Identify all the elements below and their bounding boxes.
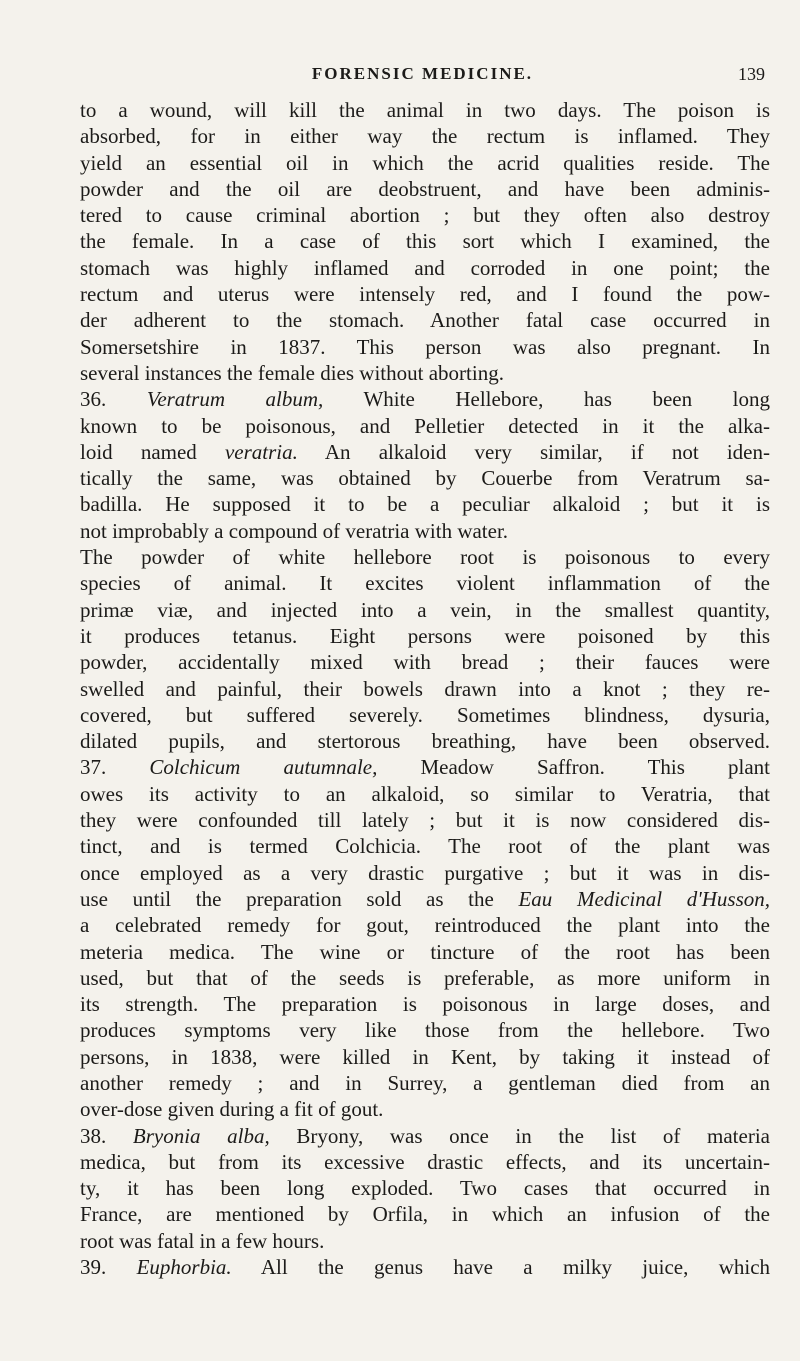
text-line: [80, 255, 770, 281]
text-line: [80, 781, 770, 807]
line-text: White Hellebore, has been long: [323, 387, 771, 412]
italic-term: Bryonia alba,: [132, 1123, 270, 1148]
italic-term: veratria.: [224, 439, 298, 464]
text-line: [80, 202, 770, 228]
running-head: [80, 64, 765, 90]
line-text: over-dose given during a fit of gout.: [80, 1097, 384, 1122]
line-prefix: use until the preparation sold as the: [80, 886, 519, 911]
line-text: rectum and uterus were intensely red, and I found the pow-: [80, 282, 770, 307]
line-prefix: 38.: [80, 1123, 133, 1148]
text-line: [80, 623, 770, 649]
text-line: [80, 649, 770, 675]
text-line: [80, 1070, 770, 1096]
text-line: [80, 676, 770, 702]
line-text: der adherent to the stomach. Another fatal case occurred in: [80, 308, 770, 333]
line-text: produces symptoms very like those from the hellebore. Two: [80, 1018, 770, 1043]
text-line: [80, 1123, 770, 1149]
line-text: France, are mentioned by Orfila, in which an infusion of the: [80, 1202, 770, 1227]
line-text: powder and the oil are deobstruent, and have been adminis-: [80, 176, 770, 201]
line-text: Meadow Saffron. This plant: [377, 755, 771, 780]
line-text: to a wound, will kill the animal in two days. The poison is: [80, 98, 770, 122]
line-text: its strength. The preparation is poisonous in large doses, and: [80, 992, 770, 1017]
running-title: FORENSIC MEDICINE.: [311, 64, 534, 83]
text-line: [80, 1044, 770, 1070]
text-line: [80, 754, 770, 780]
page-number: 139: [738, 64, 765, 84]
text-line: [80, 123, 770, 149]
line-text: Bryony, was once in the list of materia: [269, 1123, 770, 1148]
text-line: [80, 307, 770, 333]
line-text: stomach was highly inflamed and corroded in one point; the: [80, 255, 770, 280]
line-text: used, but that of the seeds is preferable, as more uniform in: [80, 965, 770, 990]
italic-term: Eau Medicinal d'Husson,: [518, 886, 771, 911]
text-line: [80, 334, 770, 360]
line-text: swelled and painful, their bowels drawn into a knot ; they re-: [80, 676, 770, 701]
text-line: [80, 833, 770, 859]
text-line: [80, 807, 770, 833]
text-line: [80, 360, 770, 386]
text-line: [80, 912, 770, 938]
text-line: [80, 1149, 770, 1175]
line-text: badilla. He supposed it to be a peculiar alkaloid ; but it is: [80, 492, 770, 517]
body-text: [80, 97, 770, 1280]
text-line: [80, 413, 770, 439]
text-line: [80, 1096, 770, 1122]
text-line: [80, 386, 770, 412]
italic-term: Euphorbia.: [136, 1255, 232, 1280]
line-prefix: 36.: [80, 387, 147, 412]
line-text: root was fatal in a few hours.: [80, 1228, 325, 1253]
italic-term: Colchicum autumnale,: [149, 755, 378, 780]
line-text: powder, accidentally mixed with bread ; their fauces were: [80, 650, 770, 675]
text-line: [80, 886, 770, 912]
text-line: [80, 702, 770, 728]
text-line: [80, 1254, 770, 1280]
line-prefix: loid named: [80, 439, 225, 464]
line-text: tered to cause criminal abortion ; but they often also destroy: [80, 203, 770, 228]
text-line: [80, 597, 770, 623]
text-line: [80, 1201, 770, 1227]
text-line: [80, 965, 770, 991]
line-text: meteria medica. The wine or tincture of the root has been: [80, 939, 770, 964]
line-text: primæ viæ, and injected into a vein, in the smallest quantity,: [80, 597, 770, 622]
line-prefix: 37.: [80, 755, 150, 780]
line-text: owes its activity to an alkaloid, so similar to Veratria, that: [80, 781, 770, 806]
line-text: ty, it has been long exploded. Two cases that occurred in: [80, 1176, 770, 1201]
text-line: [80, 939, 770, 965]
line-text: a celebrated remedy for gout, reintroduced the plant into the: [80, 913, 770, 938]
text-line: [80, 544, 770, 570]
line-text: covered, but suffered severely. Sometimes blindness, dysuria,: [80, 702, 770, 727]
line-text: An alkaloid very similar, if not iden-: [297, 439, 770, 464]
text-line: [80, 491, 770, 517]
text-line: [80, 860, 770, 886]
line-text: another remedy ; and in Surrey, a gentleman died from an: [80, 1070, 770, 1095]
text-line: [80, 991, 770, 1017]
text-line: [80, 518, 770, 544]
line-text: persons, in 1838, were killed in Kent, by taking it instead of: [80, 1044, 770, 1069]
line-text: not improbably a compound of veratria with water.: [80, 518, 509, 543]
text-line: [80, 228, 770, 254]
text-line: [80, 176, 770, 202]
text-line: [80, 465, 770, 491]
line-text: The powder of white hellebore root is poisonous to every: [80, 545, 770, 570]
text-line: [80, 1228, 770, 1254]
line-text: several instances the female dies without aborting.: [80, 360, 504, 385]
text-line: [80, 1017, 770, 1043]
line-text: they were confounded till lately ; but it is now considered dis-: [80, 808, 770, 833]
line-text: dilated pupils, and stertorous breathing, have been observed.: [80, 729, 770, 754]
text-line: [80, 439, 770, 465]
line-text: All the genus have a milky juice, which: [231, 1255, 771, 1280]
line-text: tically the same, was obtained by Couerbe from Veratrum sa-: [80, 466, 770, 491]
line-text: tinct, and is termed Colchicia. The root of the plant was: [80, 834, 770, 859]
text-line: [80, 97, 770, 123]
line-text: the female. In a case of this sort which I examined, the: [80, 229, 770, 254]
line-text: medica, but from its excessive drastic effects, and its uncertain-: [80, 1149, 770, 1174]
line-prefix: 39.: [80, 1255, 137, 1280]
line-text: Somersetshire in 1837. This person was also pregnant. In: [80, 334, 770, 359]
line-text: species of animal. It excites violent inflammation of the: [80, 571, 770, 596]
text-line: [80, 281, 770, 307]
line-text: absorbed, for in either way the rectum is inflamed. They: [80, 124, 770, 149]
text-line: [80, 728, 770, 754]
text-line: [80, 150, 770, 176]
line-text: it produces tetanus. Eight persons were poisoned by this: [80, 623, 770, 648]
line-text: yield an essential oil in which the acrid qualities reside. The: [80, 150, 770, 175]
text-line: [80, 570, 770, 596]
text-line: [80, 1175, 770, 1201]
italic-term: Veratrum album,: [146, 387, 324, 412]
line-text: once employed as a very drastic purgative ; but it was in dis-: [80, 860, 770, 885]
line-text: known to be poisonous, and Pelletier detected in it the alka-: [80, 413, 770, 438]
